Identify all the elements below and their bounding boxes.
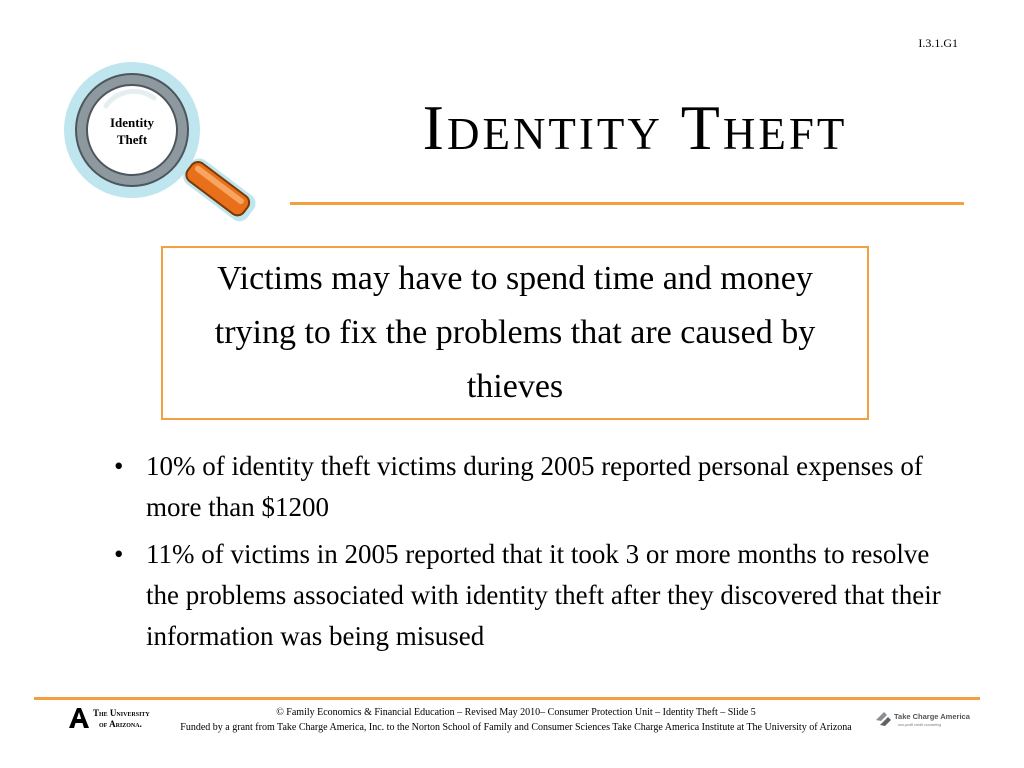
slide-title: Identity Theft [422, 92, 848, 163]
bullet-list [110, 446, 960, 663]
university-of-arizona-logo [68, 706, 164, 730]
ua-logo-graphic [68, 706, 164, 730]
magnifier-graphic [62, 58, 272, 228]
title-divider [290, 202, 964, 205]
lens-label [100, 114, 164, 148]
tca-logo-graphic [874, 708, 984, 730]
bullet-dot: • [114, 451, 124, 481]
callout-text: Victims may have to spend time and money trying to fix the problems that are caused by thieves [214, 260, 816, 405]
tca-logo-name: Take Charge America [894, 712, 970, 721]
footer-text [160, 705, 872, 735]
bullet-text: 11% of victims in 2005 reported that it took 3 or more months to resolve the problems associated with identity theft after they discovered that their information was being misused [146, 539, 941, 651]
lens-label-line1: Identity [109, 115, 155, 130]
footer-divider [34, 697, 980, 700]
footer-copyright: © Family Economics & Financial Education – Revised May 2010– Consumer Protection Unit – Identity Theft – Slide 5 [276, 707, 756, 718]
magnifying-glass-icon [62, 58, 272, 228]
slide-code: I.3.1.G1 [918, 36, 958, 50]
bullet-text: 10% of identity theft victims during 2005 reported personal expenses of more than $1200 [146, 451, 923, 522]
take-charge-america-logo [874, 708, 984, 730]
lens-label-line2: Theft [116, 132, 148, 147]
bullet-item [110, 534, 960, 657]
ua-logo-line2: of Arizona. [99, 719, 142, 729]
callout-box [161, 246, 869, 420]
bullet-item [110, 446, 960, 528]
tca-logo-tagline: non-profit credit counseling [898, 723, 942, 727]
footer-funding: Funded by a grant from Take Charge America, Inc. to the Norton School of Family and Consumer Sciences Take Charge America Institute at The University of Arizona [180, 722, 852, 733]
bullet-dot: • [114, 539, 124, 569]
ua-a-icon [69, 708, 89, 728]
ua-logo-line1: The University [93, 708, 150, 718]
